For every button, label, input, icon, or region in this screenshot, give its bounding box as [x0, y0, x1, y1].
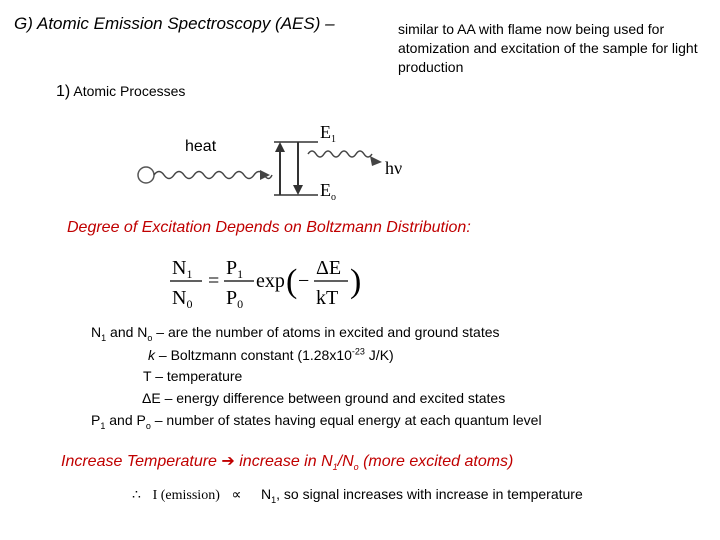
e1-label: $E_1$	[320, 122, 336, 145]
atom-circle-icon	[138, 167, 154, 183]
eq-exp: exp	[256, 270, 285, 292]
incoming-wave-icon	[154, 172, 272, 179]
definition-k: k – Boltzmann constant ($1.28x10^{-23}$ J/K)	[148, 346, 394, 363]
definition-delta-e: ΔE – energy difference between ground and excited states	[142, 390, 506, 406]
emitted-arrowhead-icon	[370, 156, 382, 166]
right-arrow-icon: ➔	[221, 453, 235, 470]
definition-p1-po: $P_1$ and $P_o$ – number of states having equal energy at each quantum level	[91, 412, 542, 431]
eo-label: $E_o$	[320, 180, 336, 203]
definition-t: T – temperature	[143, 368, 243, 384]
boltzmann-subtitle: Degree of Excitation Depends on Boltzmann Distribution:	[67, 219, 471, 236]
eq-p1: $P_1$	[226, 257, 244, 281]
therefore-icon: ∴	[132, 488, 141, 503]
definition-n1-no: $N_1$ and $N_o$ – are the number of atoms in excited and ground states	[91, 324, 500, 343]
boltzmann-equation	[168, 252, 368, 312]
eq-n0: $N_0$	[172, 287, 193, 311]
diagram-heat-label: heat	[185, 138, 217, 155]
emitted-wave-icon	[308, 151, 372, 157]
emission-arrowhead-icon	[293, 185, 303, 195]
section-number: 1)	[56, 83, 71, 100]
slide-title: G) Atomic Emission Spectroscopy (AES) –	[14, 14, 335, 33]
eq-n1: $N_1$	[172, 257, 193, 281]
temperature-conclusion: Increase Temperature ➔ increase in $N_1/N_o$ (more excited atoms)	[61, 453, 514, 473]
eq-delta-e: ΔE	[316, 257, 342, 279]
section-label: Atomic Processes	[73, 83, 186, 99]
proportional-icon: ∝	[231, 488, 242, 503]
eq-kt: kT	[316, 287, 339, 309]
eq-p0: $P_0$	[226, 287, 244, 311]
energy-level-diagram	[130, 112, 430, 207]
title-description: similar to AA with flame now being used for atomization and excitation of the sample for light production	[398, 21, 698, 75]
eq-minus: −	[298, 270, 310, 292]
eq-right-paren: )	[350, 263, 362, 300]
eq-equals: =	[208, 270, 220, 292]
excitation-arrowhead-icon	[275, 142, 285, 152]
eq-left-paren: (	[286, 263, 298, 300]
therefore-statement: ∴ I (emission) ∝ $N_1$, so signal increases with increase in temperature	[132, 486, 583, 505]
section-heading	[56, 83, 185, 101]
hv-label: hν	[385, 158, 403, 178]
